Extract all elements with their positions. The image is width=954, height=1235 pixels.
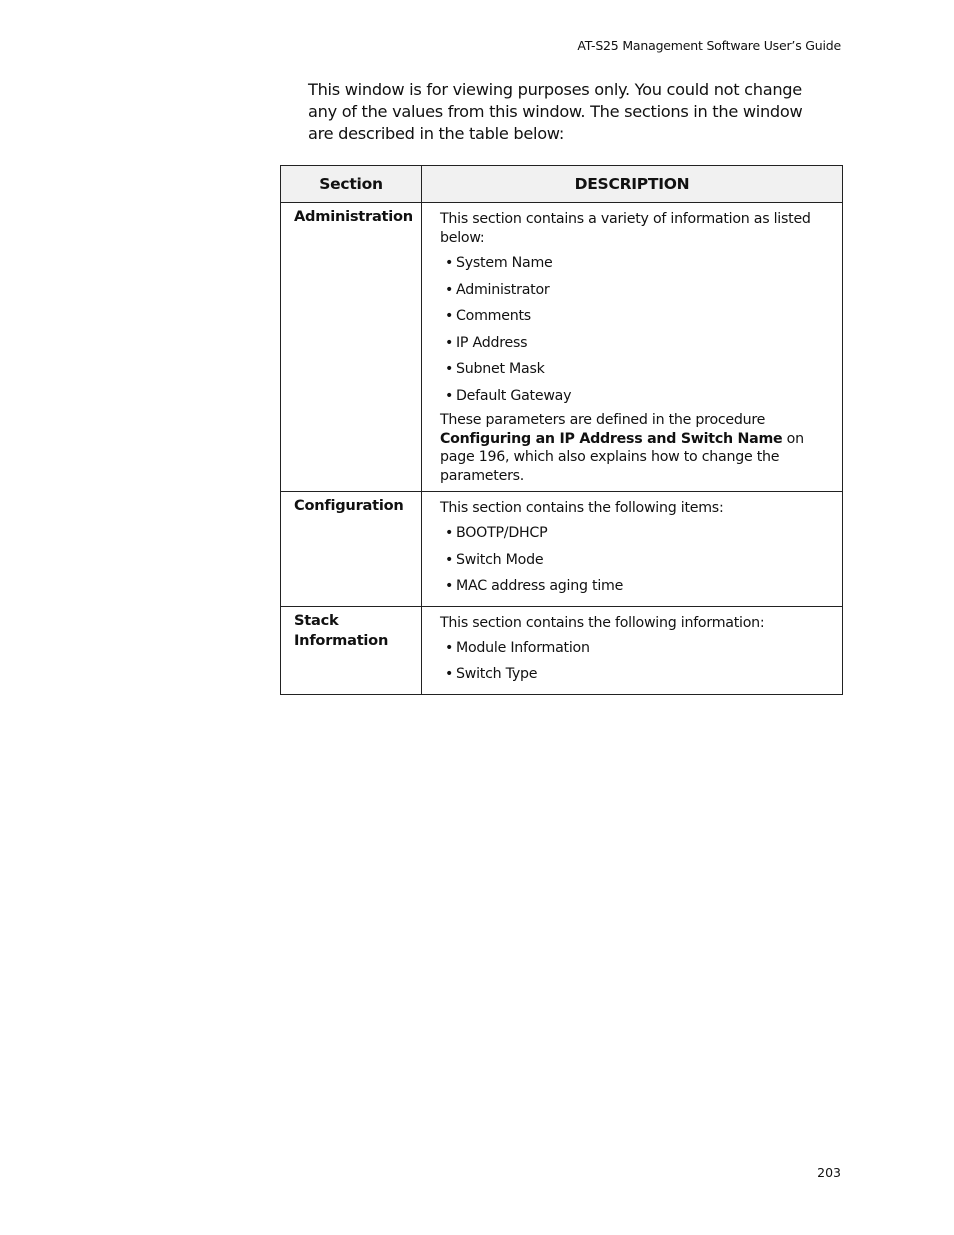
- description-intro: This section contains the following items:: [440, 500, 724, 516]
- bullet-icon: •: [445, 361, 454, 377]
- table-row: [281, 606, 843, 694]
- table-row: [281, 203, 843, 492]
- bullet-icon: •: [445, 666, 454, 682]
- section-description: [422, 492, 843, 607]
- bullet-icon: •: [445, 551, 454, 568]
- list-item: • Comments: [445, 303, 840, 330]
- list-item: • BOOTP/DHCP: [445, 520, 840, 547]
- column-header-section: Section: [281, 166, 422, 203]
- section-name: Administration: [281, 203, 422, 492]
- note-text: on page 196, which also explains how to change the parameters.: [440, 430, 804, 484]
- section-description: [422, 203, 843, 492]
- list-item: • IP Address: [445, 330, 840, 357]
- running-header: AT-S25 Management Software User’s Guide: [577, 38, 841, 53]
- column-header-description: DESCRIPTION: [422, 166, 843, 203]
- bullet-icon: •: [445, 334, 454, 351]
- page-number: 203: [817, 1165, 841, 1180]
- list-item: • System Name: [445, 250, 840, 277]
- bullet-icon: •: [445, 387, 454, 404]
- item-list: [440, 520, 840, 600]
- note-text: These parameters are defined in the procedure: [440, 412, 766, 428]
- list-item: • Switch Type: [445, 661, 840, 688]
- table-header-row: [281, 166, 843, 203]
- list-item: • MAC address aging time: [445, 573, 840, 600]
- table-row: [281, 492, 843, 607]
- item-list: [440, 250, 840, 409]
- list-item: • Module Information: [445, 635, 840, 662]
- item-list: [440, 635, 840, 688]
- bullet-icon: •: [445, 308, 454, 324]
- section-description: [422, 606, 843, 694]
- list-item: • Subnet Mask: [445, 356, 840, 383]
- description-intro: This section contains a variety of information as listed below:: [440, 211, 811, 246]
- bullet-icon: •: [445, 639, 454, 656]
- sections-table: [280, 165, 843, 695]
- list-item: • Switch Mode: [445, 547, 840, 574]
- procedure-reference: Configuring an IP Address and Switch Name: [440, 430, 783, 447]
- description-intro: This section contains the following information:: [440, 614, 765, 631]
- intro-paragraph: This window is for viewing purposes only. You could not change any of the values from this window. The sections in the window are described in the table below:: [308, 80, 803, 143]
- bullet-icon: •: [445, 255, 454, 271]
- bullet-icon: •: [445, 281, 454, 298]
- list-item: • Administrator: [445, 277, 840, 304]
- section-name: Configuration: [281, 492, 422, 607]
- bullet-icon: •: [445, 578, 454, 594]
- list-item: • Default Gateway: [445, 383, 840, 410]
- bullet-icon: •: [445, 525, 454, 541]
- procedure-note: [440, 411, 840, 485]
- section-name: Stack Information: [281, 606, 422, 694]
